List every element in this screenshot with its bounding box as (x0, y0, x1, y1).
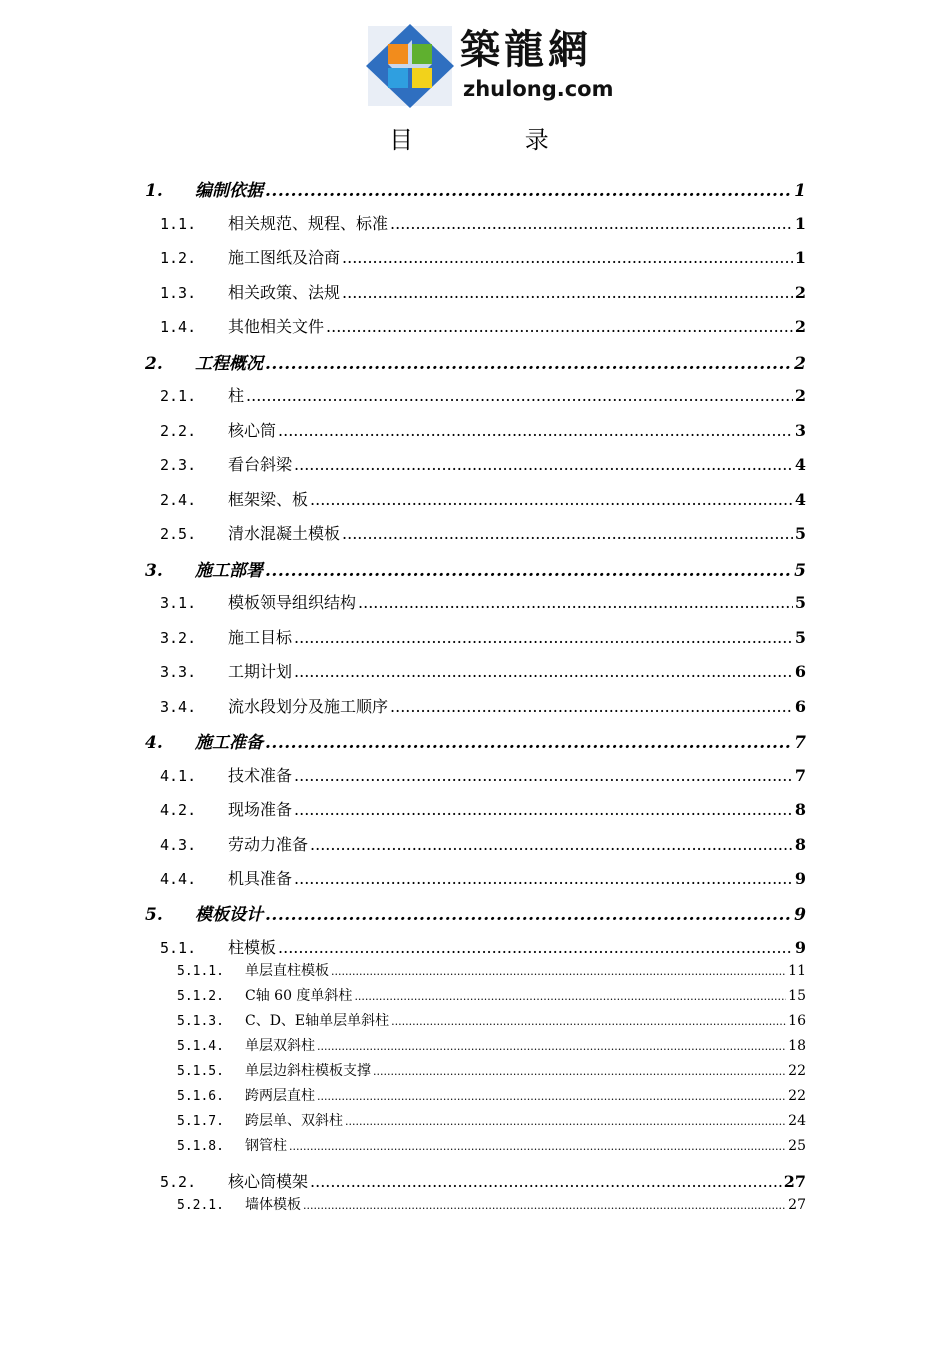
toc-entry-number: 5. (145, 905, 163, 925)
toc-entry-page: 4 (794, 490, 806, 509)
dot-leader (373, 1065, 786, 1078)
toc-entry-number: 5.1.8. (177, 1139, 224, 1154)
toc-entry-number: 1.1. (160, 215, 197, 233)
toc-entry-title[interactable]: 工程概况 (195, 354, 263, 374)
toc-entry-number: 5.1.6. (177, 1089, 224, 1104)
toc-entry-page: 9 (794, 869, 806, 888)
dot-leader (265, 354, 792, 374)
toc-entry[interactable] (177, 1194, 806, 1216)
toc-entry-page: 5 (794, 628, 806, 647)
toc-entry-page: 22 (788, 1088, 806, 1104)
toc-entry[interactable] (177, 1085, 806, 1107)
toc-entry-title[interactable]: 模板领导组织结构 (228, 593, 357, 612)
toc-entry-number: 4.1. (160, 767, 197, 785)
toc-entry-title[interactable]: 清水混凝土模板 (228, 524, 341, 543)
toc-entry-title[interactable]: 看台斜梁 (228, 455, 293, 474)
toc-entry-page: 1 (794, 248, 806, 267)
toc-entry-page: 7 (794, 733, 806, 753)
toc-entry-title[interactable]: 施工准备 (195, 733, 263, 753)
toc-entry[interactable] (160, 832, 806, 858)
toc-entry-title[interactable]: 框架梁、板 (228, 490, 309, 509)
toc-entry-number: 1.3. (160, 284, 197, 302)
toc-entry-number: 1.4. (160, 318, 197, 336)
toc-entry-number: 3.2. (160, 629, 197, 647)
toc-entry-number: 5.2.1. (177, 1198, 224, 1213)
dot-leader (317, 1040, 786, 1053)
toc-entry-page: 27 (783, 1172, 806, 1191)
toc-entry[interactable] (160, 245, 806, 271)
logo-chinese-name: 築龍網 (460, 26, 592, 73)
toc-entry-number: 2. (145, 354, 163, 374)
dot-leader (326, 317, 793, 336)
toc-entry-number: 5.1.3. (177, 1014, 224, 1029)
toc-entry[interactable] (177, 1060, 806, 1082)
toc-entry-title[interactable]: 核心筒 (228, 421, 277, 440)
toc-entry[interactable] (177, 985, 806, 1007)
dot-leader (278, 938, 793, 957)
toc-entry[interactable] (145, 349, 806, 377)
toc-entry-title[interactable]: 墙体模板 (245, 1197, 301, 1213)
toc-entry-number: 5.1.1. (177, 964, 224, 979)
toc-entry[interactable] (160, 625, 806, 651)
toc-entry-title[interactable]: 核心筒模架 (228, 1172, 309, 1191)
toc-entry-title[interactable]: 现场准备 (228, 800, 293, 819)
toc-entry-title[interactable]: 技术准备 (228, 766, 293, 785)
dot-leader (246, 386, 793, 405)
dot-leader (310, 1172, 782, 1191)
toc-entry[interactable] (160, 487, 806, 513)
dot-leader (265, 733, 792, 753)
toc-entry-page: 2 (794, 317, 806, 336)
dot-leader (265, 181, 792, 201)
toc-entry-number: 2.3. (160, 456, 197, 474)
toc-entry-title[interactable]: 流水段划分及施工顺序 (228, 697, 389, 716)
toc-entry-page: 11 (788, 963, 806, 979)
toc-entry-page: 5 (794, 524, 806, 543)
toc-entry-title[interactable]: 施工图纸及洽商 (228, 248, 341, 267)
toc-entry-number: 3.3. (160, 663, 197, 681)
toc-entry-title[interactable]: 施工部署 (195, 561, 263, 581)
toc-entry-number: 2.4. (160, 491, 197, 509)
toc-entry-page: 6 (794, 662, 806, 681)
toc-entry-page: 24 (788, 1113, 806, 1129)
toc-entry[interactable] (177, 1035, 806, 1057)
toc-entry-page: 4 (794, 455, 806, 474)
dot-leader (345, 1115, 786, 1128)
dot-leader (278, 421, 793, 440)
toc-entry[interactable] (177, 1010, 806, 1032)
toc-entry-number: 2.5. (160, 525, 197, 543)
toc-entry-page: 5 (794, 561, 806, 581)
dot-leader (317, 1090, 786, 1103)
toc-entry-number: 5.1.5. (177, 1064, 224, 1079)
dot-leader (294, 800, 793, 819)
toc-entry-title[interactable]: 工期计划 (228, 662, 293, 681)
toc-entry[interactable] (160, 314, 806, 340)
toc-entry-title[interactable]: 单层边斜柱模板支撑 (245, 1063, 371, 1079)
toc-entry-page: 15 (788, 988, 806, 1004)
toc-entry[interactable] (160, 935, 806, 961)
toc-entry-number: 2.2. (160, 422, 197, 440)
toc-entry-page: 8 (794, 835, 806, 854)
toc-entry[interactable] (145, 900, 806, 928)
dot-leader (390, 214, 793, 233)
toc-entry-title[interactable]: 编制依据 (195, 181, 263, 201)
toc-entry-page: 1 (794, 181, 806, 201)
toc-entry-page: 7 (794, 766, 806, 785)
toc-entry-title[interactable]: 钢管柱 (245, 1138, 287, 1154)
dot-leader (294, 628, 793, 647)
toc-entry-title[interactable]: 施工目标 (228, 628, 293, 647)
toc-entry[interactable] (160, 590, 806, 616)
toc-entry[interactable] (177, 1135, 806, 1157)
toc-entry-title[interactable]: 柱 (228, 386, 245, 405)
toc-entry-page: 5 (794, 593, 806, 612)
toc-entry-number: 5.2. (160, 1173, 197, 1191)
toc-entry-page: 8 (794, 800, 806, 819)
toc-entry-page: 18 (788, 1038, 806, 1054)
toc-entry[interactable] (177, 960, 806, 982)
toc-entry-number: 5.1.2. (177, 989, 224, 1004)
toc-entry[interactable] (145, 728, 806, 756)
toc-entry[interactable] (145, 176, 806, 204)
toc-entry[interactable] (160, 659, 806, 685)
dot-leader (358, 593, 793, 612)
toc-entry-title[interactable]: 跨层单、双斜柱 (245, 1113, 343, 1129)
dot-leader (310, 835, 793, 854)
dot-leader (303, 1199, 786, 1212)
toc-entry-title[interactable]: C、D、E轴单层单斜柱 (245, 1013, 390, 1029)
toc-entry-page: 16 (788, 1013, 806, 1029)
toc-entry[interactable] (160, 418, 806, 444)
toc-entry-number: 3.1. (160, 594, 197, 612)
toc-entry-page: 2 (794, 386, 806, 405)
toc-entry-page: 9 (794, 905, 806, 925)
toc-entry-number: 2.1. (160, 387, 197, 405)
dot-leader (294, 766, 793, 785)
toc-entry[interactable] (160, 763, 806, 789)
dot-leader (342, 248, 793, 267)
toc-entry-number: 1. (145, 181, 163, 201)
toc-entry[interactable] (160, 521, 806, 547)
toc-entry[interactable] (160, 866, 806, 892)
toc-entry[interactable] (160, 452, 806, 478)
toc-entry-title[interactable]: C轴 60 度单斜柱 (245, 988, 353, 1004)
toc-entry-number: 5.1. (160, 939, 197, 957)
toc-entry-page: 2 (794, 283, 806, 302)
dot-leader (391, 1015, 786, 1028)
toc-entry-title[interactable]: 相关规范、规程、标准 (228, 214, 389, 233)
toc-entry-page: 3 (794, 421, 806, 440)
toc-entry-number: 4.2. (160, 801, 197, 819)
toc-entry[interactable] (160, 211, 806, 237)
toc-entry-page: 6 (794, 697, 806, 716)
toc-entry-page: 25 (788, 1138, 806, 1154)
dot-leader (294, 662, 793, 681)
toc-entry-number: 3. (145, 561, 163, 581)
toc-entry-page: 2 (794, 354, 806, 374)
toc-entry-title[interactable]: 其他相关文件 (228, 317, 325, 336)
toc-entry-number: 4. (145, 733, 163, 753)
dot-leader (294, 869, 793, 888)
toc-entry[interactable] (177, 1110, 806, 1132)
toc-entry-page: 27 (788, 1197, 806, 1213)
toc-entry-number: 3.4. (160, 698, 197, 716)
dot-leader (265, 561, 792, 581)
toc-entry-number: 5.1.7. (177, 1114, 224, 1129)
toc-entry-title[interactable]: 模板设计 (195, 905, 263, 925)
toc-entry[interactable] (145, 556, 806, 584)
dot-leader (331, 965, 786, 978)
toc-entry-number: 4.3. (160, 836, 197, 854)
toc-entry-page: 9 (794, 938, 806, 957)
toc-entry[interactable] (160, 383, 806, 409)
page-title: 目 录 (389, 126, 601, 154)
toc-entry-title[interactable]: 单层双斜柱 (245, 1038, 315, 1054)
logo-domain: zhulong.com (463, 77, 614, 101)
dot-leader (342, 283, 793, 302)
toc-entry[interactable] (160, 797, 806, 823)
toc-entry-number: 1.2. (160, 249, 197, 267)
toc-entry-title[interactable]: 劳动力准备 (228, 835, 309, 854)
dot-leader (310, 490, 793, 509)
toc-entry-title[interactable]: 相关政策、法规 (228, 283, 341, 302)
toc-entry[interactable] (160, 280, 806, 306)
toc-entry-title[interactable]: 单层直柱模板 (245, 963, 329, 979)
dot-leader (265, 905, 792, 925)
toc-entry-title[interactable]: 机具准备 (228, 869, 293, 888)
dot-leader (354, 990, 786, 1003)
toc-entry[interactable] (160, 1169, 806, 1195)
dot-leader (342, 524, 793, 543)
dot-leader (390, 697, 793, 716)
dot-leader (289, 1140, 786, 1153)
toc-entry-page: 22 (788, 1063, 806, 1079)
toc-entry[interactable] (160, 694, 806, 720)
toc-entry-page: 1 (794, 214, 806, 233)
toc-entry-number: 5.1.4. (177, 1039, 224, 1054)
toc-entry-title[interactable]: 柱模板 (228, 938, 277, 957)
toc-entry-title[interactable]: 跨两层直柱 (245, 1088, 315, 1104)
toc-entry-number: 4.4. (160, 870, 197, 888)
dot-leader (294, 455, 793, 474)
